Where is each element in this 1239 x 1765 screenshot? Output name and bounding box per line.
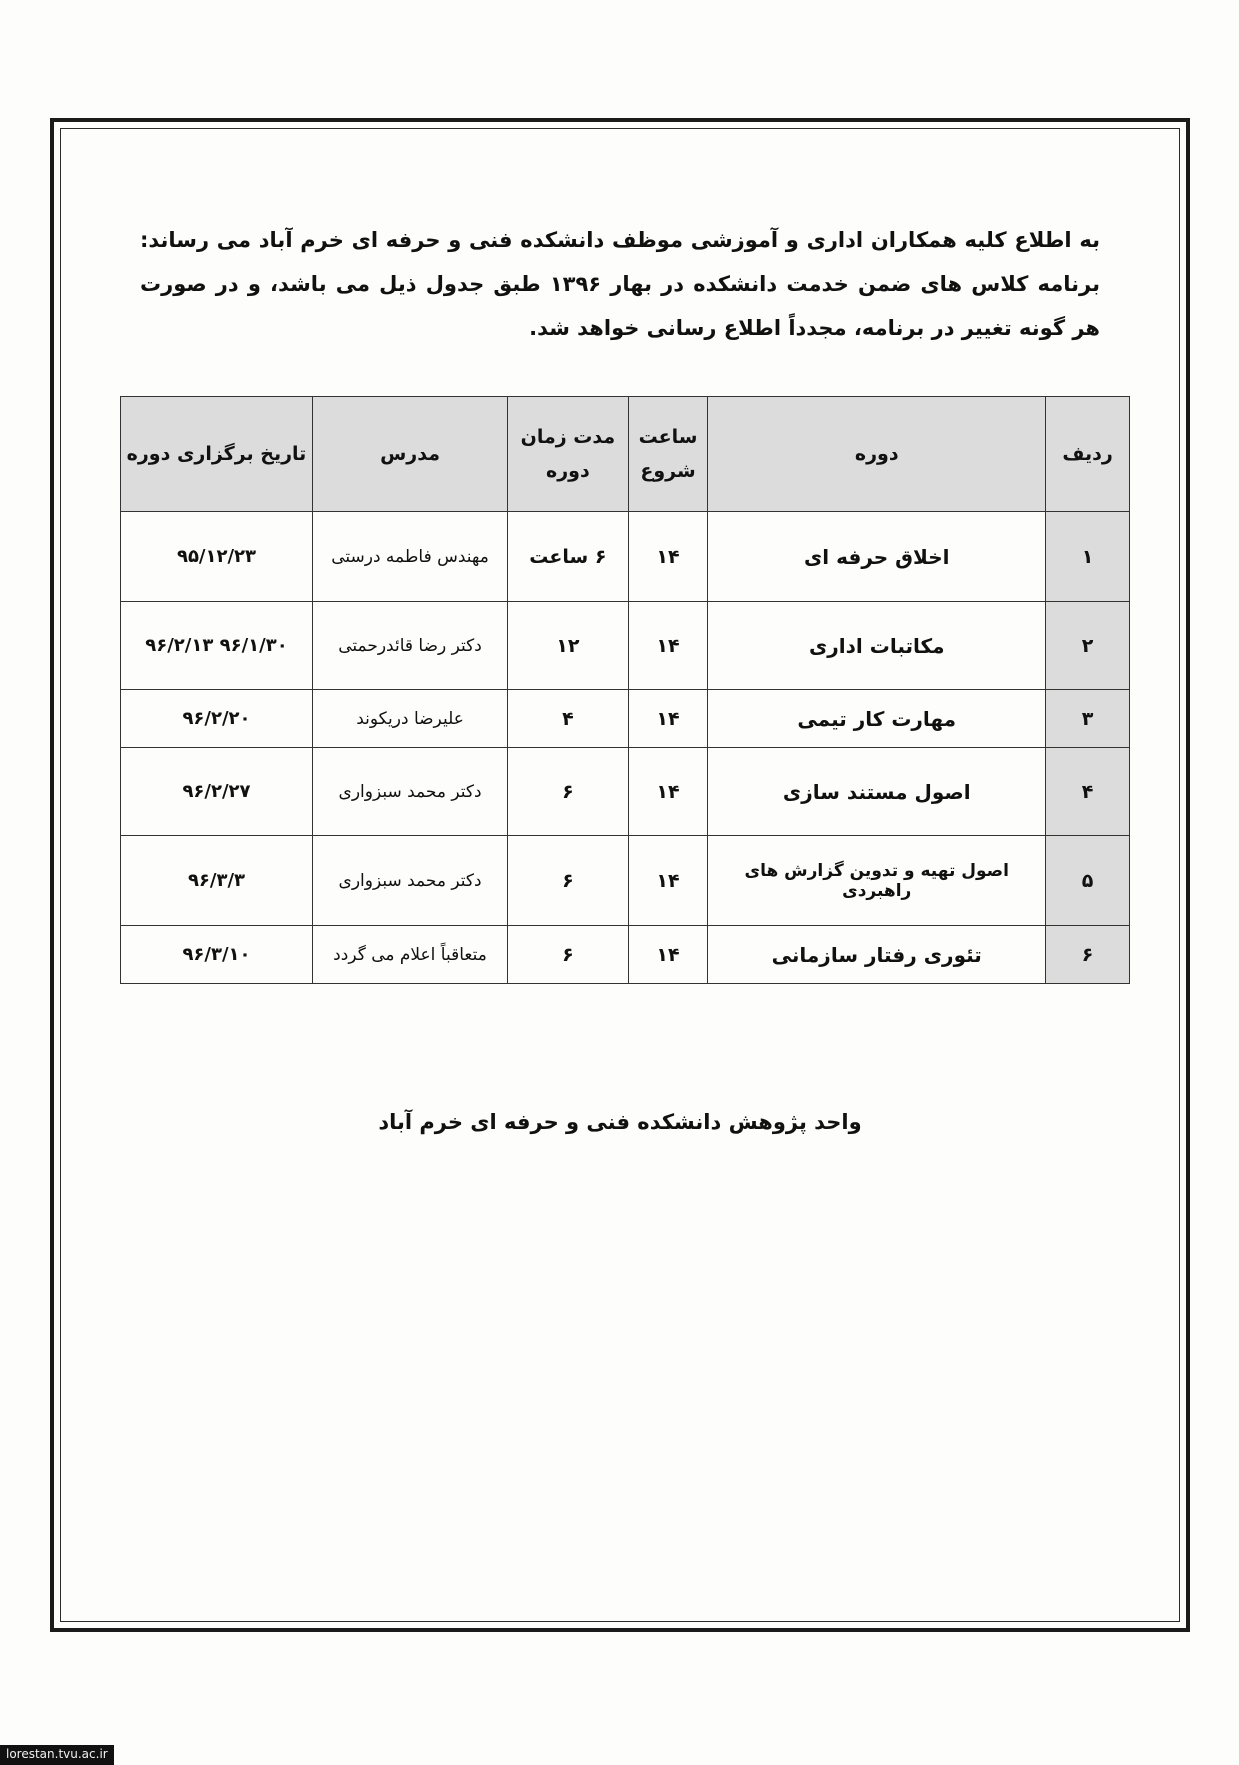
teacher: دکتر محمد سبزواری xyxy=(312,748,507,836)
start-time: ۱۴ xyxy=(628,512,708,602)
course-name: مهارت کار تیمی xyxy=(708,690,1046,748)
table-header-row xyxy=(121,397,1130,512)
course-name: مکاتبات اداری xyxy=(708,602,1046,690)
duration: ۶ xyxy=(508,836,629,926)
table-row xyxy=(121,836,1130,926)
header-date: تاریخ برگزاری دوره xyxy=(121,397,313,512)
issuing-unit-signature: واحد پژوهش دانشکده فنی و حرفه ای خرم آباد xyxy=(378,1110,862,1134)
website-watermark: lorestan.tvu.ac.ir xyxy=(0,1745,114,1765)
course-name: اصول مستند سازی xyxy=(708,748,1046,836)
date: ۹۶/۲/۲۷ xyxy=(121,748,313,836)
date: ۹۵/۱۲/۲۳ xyxy=(121,512,313,602)
row-number: ۴ xyxy=(1046,748,1130,836)
table-row xyxy=(121,512,1130,602)
date: ۹۶/۲/۲۰ xyxy=(121,690,313,748)
duration: ۴ xyxy=(508,690,629,748)
header-teacher: مدرس xyxy=(312,397,507,512)
row-number: ۲ xyxy=(1046,602,1130,690)
course-schedule-table xyxy=(120,396,1130,984)
duration: ۱۲ xyxy=(508,602,629,690)
table-row xyxy=(121,602,1130,690)
course-name: اصول تهیه و تدوین گزارش های راهبردی xyxy=(708,836,1046,926)
table-row xyxy=(121,690,1130,748)
row-number: ۵ xyxy=(1046,836,1130,926)
start-time: ۱۴ xyxy=(628,836,708,926)
date: ۹۶/۳/۱۰ xyxy=(121,926,313,984)
date: ۹۶/۱/۳۰ ۹۶/۲/۱۳ xyxy=(121,602,313,690)
header-start-time: ساعت شروع xyxy=(628,397,708,512)
teacher: متعاقباً اعلام می گردد xyxy=(312,926,507,984)
teacher: علیرضا دریکوند xyxy=(312,690,507,748)
table-row xyxy=(121,926,1130,984)
start-time: ۱۴ xyxy=(628,748,708,836)
duration: ۶ ساعت xyxy=(508,512,629,602)
course-name: اخلاق حرفه ای xyxy=(708,512,1046,602)
teacher: مهندس فاطمه درستی xyxy=(312,512,507,602)
row-number: ۱ xyxy=(1046,512,1130,602)
course-name: تئوری رفتار سازمانی xyxy=(708,926,1046,984)
announcement-paragraph: به اطلاع کلیه همکاران اداری و آموزشی موظف دانشکده فنی و حرفه ای خرم آباد می رساند: برنامه کلاس های ضمن خدمت دانشکده در بهار ۱۳۹۶ طبق جدول ذیل می باشد، و در صورت هر گونه تغییر در برنامه، مجدداً اطلاع رسانی خواهد شد. xyxy=(140,228,1100,340)
start-time: ۱۴ xyxy=(628,690,708,748)
start-time: ۱۴ xyxy=(628,926,708,984)
table-row xyxy=(121,748,1130,836)
header-row-number: ردیف xyxy=(1046,397,1130,512)
duration: ۶ xyxy=(508,748,629,836)
teacher: دکتر رضا قائدرحمتی xyxy=(312,602,507,690)
header-duration: مدت زمان دوره xyxy=(508,397,629,512)
header-course: دوره xyxy=(708,397,1046,512)
start-time: ۱۴ xyxy=(628,602,708,690)
date: ۹۶/۳/۳ xyxy=(121,836,313,926)
row-number: ۳ xyxy=(1046,690,1130,748)
duration: ۶ xyxy=(508,926,629,984)
teacher: دکتر محمد سبزواری xyxy=(312,836,507,926)
row-number: ۶ xyxy=(1046,926,1130,984)
